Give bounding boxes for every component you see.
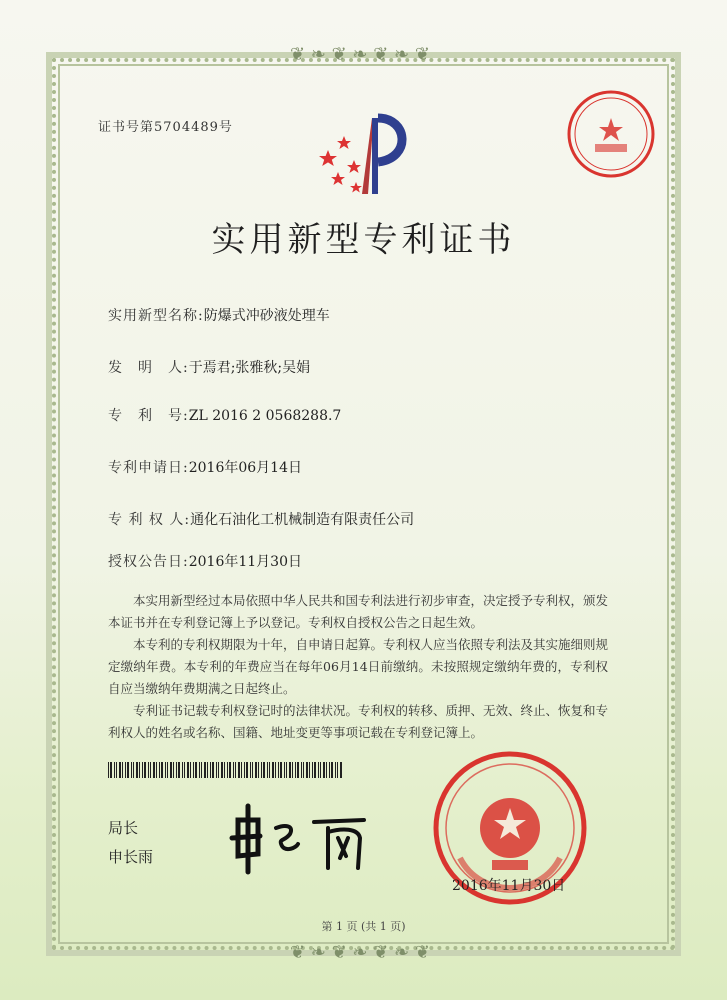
barcode-bar: [144, 762, 146, 778]
barcode-bar: [250, 762, 251, 778]
barcode-bar: [193, 762, 194, 778]
barcode-bar: [195, 762, 197, 778]
barcode-bar: [221, 762, 223, 778]
note-paragraph: 专利证书记载专利权登记时的法律状况。专利权的转移、质押、无效、终止、恢复和专利权人的姓名或名称、国籍、地址变更等事项记载在专利登记簿上。: [108, 703, 609, 740]
bottom-flourish-icon: ❦ ❧ ❦ ❧ ❦ ❧ ❦: [290, 942, 430, 963]
certificate-number: 证书号第5704489号: [98, 120, 233, 135]
barcode-bar: [156, 762, 157, 778]
barcode-bar: [229, 762, 231, 778]
barcode-bar: [201, 762, 202, 778]
barcode-bar: [275, 762, 276, 778]
barcode-bar: [278, 762, 279, 778]
barcode-bar: [173, 762, 174, 778]
barcode-bar: [114, 762, 115, 778]
barcode-bar: [131, 762, 132, 778]
barcode-bar: [263, 762, 265, 778]
barcode-bar: [167, 762, 168, 778]
barcode-bar: [216, 762, 217, 778]
barcode-bar: [148, 762, 149, 778]
barcode-bar: [170, 762, 172, 778]
barcode-bar: [227, 762, 228, 778]
barcode-bar: [312, 762, 313, 778]
field-grant-date: [108, 551, 302, 571]
barcode-bar: [335, 762, 336, 778]
barcode-bar: [303, 762, 304, 778]
cnipa-logo-icon: [316, 110, 416, 202]
barcode-bar: [301, 762, 302, 778]
barcode-bar: [133, 762, 134, 778]
director-signature: [224, 798, 374, 876]
barcode-bar: [252, 762, 253, 778]
top-flourish-icon: ❦ ❧ ❦ ❧ ❦ ❧ ❦: [290, 44, 430, 65]
barcode-bar: [116, 762, 117, 778]
sign-date: 2016年11月30日: [452, 878, 566, 894]
barcode-bar: [190, 762, 191, 778]
barcode-bar: [178, 762, 180, 778]
barcode-bar: [314, 762, 316, 778]
director-name: 申长雨: [108, 848, 154, 866]
barcode-bar: [269, 762, 270, 778]
barcode-bar: [309, 762, 310, 778]
barcode-bar: [286, 762, 287, 778]
barcode-bar: [142, 762, 143, 778]
field-value: 于焉君;张雅秋;吴娟: [188, 360, 311, 376]
barcode-bar: [340, 762, 342, 778]
certificate-title: 实用新型专利证书: [211, 220, 516, 260]
barcode-bar: [218, 762, 219, 778]
barcode-bar: [244, 762, 245, 778]
field-label: 专利申请日:: [108, 460, 189, 476]
barcode-bar: [187, 762, 189, 778]
field-value: 防爆式冲砂液处理车: [203, 308, 330, 324]
barcode-bar: [139, 762, 140, 778]
field-value: 2016年06月14日: [188, 460, 302, 476]
barcode-bar: [224, 762, 225, 778]
barcode-bar: [210, 762, 211, 778]
director-title: 局长: [108, 819, 139, 837]
barcode-bar: [272, 762, 274, 778]
barcode-bar: [127, 762, 129, 778]
barcode-bar: [182, 762, 183, 778]
field-label: 专 利 号:: [108, 408, 189, 424]
barcode-bar: [329, 762, 330, 778]
barcode-bar: [159, 762, 160, 778]
field-label: 专 利 权 人:: [108, 512, 191, 528]
barcode-bar: [235, 762, 236, 778]
barcode-bar: [110, 762, 112, 778]
barcode-bar: [161, 762, 163, 778]
barcode-bar: [337, 762, 338, 778]
note-paragraph: 本实用新型经过本局依照中华人民共和国专利法进行初步审查，决定授予专利权，颁发本证书并在专利登记簿上予以登记。专利权自授权公告之日起生效。: [108, 593, 609, 630]
field-application-date: [108, 457, 302, 477]
barcode-bar: [258, 762, 259, 778]
barcode-bar: [326, 762, 327, 778]
legal-notes: [108, 590, 608, 744]
barcode-bar: [238, 762, 240, 778]
barcode-icon: [108, 762, 344, 778]
field-patentee: [108, 509, 414, 529]
barcode-bar: [295, 762, 296, 778]
note-paragraph: 本专利的专利权期限为十年，自申请日起算。专利权人应当依照专利法及其实施细则规定缴纳年费。本专利的年费应当在每年06月14日前缴纳。未按照规定缴纳年费的，专利权自应当缴纳年费期满之日起终止。: [108, 637, 609, 696]
barcode-bar: [153, 762, 155, 778]
barcode-bar: [255, 762, 257, 778]
field-label: 实用新型名称:: [108, 308, 204, 324]
barcode-bar: [136, 762, 138, 778]
barcode-bar: [108, 762, 109, 778]
field-label: 发 明 人:: [108, 360, 189, 376]
barcode-bar: [176, 762, 177, 778]
barcode-bar: [289, 762, 291, 778]
barcode-bar: [292, 762, 293, 778]
barcode-bar: [204, 762, 206, 778]
barcode-bar: [241, 762, 242, 778]
barcode-bar: [233, 762, 234, 778]
agent-seal-icon: [565, 88, 657, 180]
barcode-bar: [184, 762, 185, 778]
field-value: 通化石油化工机械制造有限责任公司: [190, 512, 415, 528]
barcode-bar: [119, 762, 121, 778]
barcode-bar: [261, 762, 262, 778]
barcode-bar: [212, 762, 214, 778]
field-value: 2016年11月30日: [188, 554, 302, 570]
field-label: 授权公告日:: [108, 554, 189, 570]
barcode-bar: [246, 762, 248, 778]
barcode-bar: [199, 762, 200, 778]
barcode-bar: [318, 762, 319, 778]
page-number: 第 1 页 (共 1 页): [321, 920, 406, 933]
barcode-bar: [284, 762, 285, 778]
barcode-bar: [122, 762, 123, 778]
field-patent-number: [108, 405, 341, 425]
barcode-bar: [331, 762, 333, 778]
barcode-bar: [267, 762, 268, 778]
barcode-bar: [150, 762, 151, 778]
field-value: ZL 2016 2 0568288.7: [188, 408, 342, 424]
barcode-bar: [323, 762, 325, 778]
barcode-bar: [125, 762, 126, 778]
field-inventors: [108, 357, 310, 377]
barcode-bar: [280, 762, 282, 778]
barcode-bar: [306, 762, 308, 778]
barcode-bar: [320, 762, 321, 778]
field-utility-model-name: [108, 305, 330, 325]
barcode-bar: [165, 762, 166, 778]
barcode-bar: [207, 762, 208, 778]
barcode-bar: [297, 762, 299, 778]
